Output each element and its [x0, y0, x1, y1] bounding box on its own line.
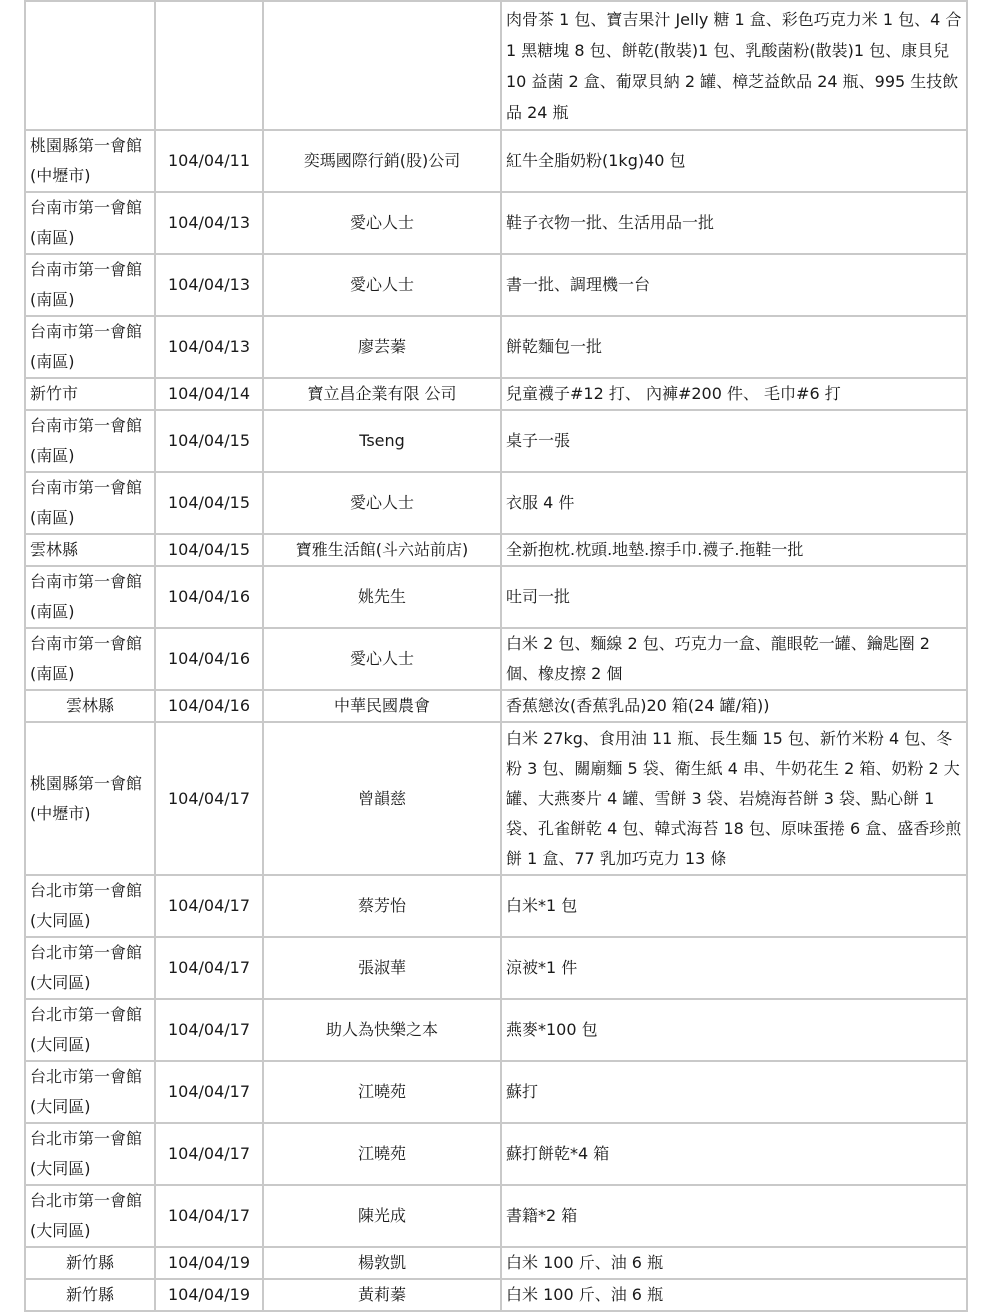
date-cell: 104/04/13 — [155, 316, 263, 378]
table-row — [25, 472, 967, 534]
table-row — [25, 690, 967, 722]
venue-cell: 台北市第一會館(大同區) — [25, 1185, 155, 1247]
items-cell: 蘇打餅乾*4 箱 — [501, 1123, 967, 1185]
venue-cell: 台南市第一會館(南區) — [25, 192, 155, 254]
items-cell: 書一批、調理機一台 — [501, 254, 967, 316]
items-cell: 白米*1 包 — [501, 875, 967, 937]
venue-cell: 台南市第一會館(南區) — [25, 410, 155, 472]
items-cell: 鞋子衣物一批、生活用品一批 — [501, 192, 967, 254]
donor-cell: 張淑華 — [263, 937, 501, 999]
date-cell: 104/04/15 — [155, 534, 263, 566]
donor-cell: 寶立昌企業有限 公司 — [263, 378, 501, 410]
date-cell: 104/04/14 — [155, 378, 263, 410]
date-cell: 104/04/17 — [155, 1061, 263, 1123]
table-row — [25, 1185, 967, 1247]
venue-cell: 台南市第一會館(南區) — [25, 628, 155, 690]
venue-cell: 桃園縣第一會館(中壢市) — [25, 130, 155, 192]
venue-cell: 雲林縣 — [25, 534, 155, 566]
venue-cell: 新竹市 — [25, 378, 155, 410]
table-row — [25, 1247, 967, 1279]
items-cell: 白米 2 包、麵線 2 包、巧克力一盒、龍眼乾一罐、鑰匙圈 2 個、橡皮擦 2 個 — [501, 628, 967, 690]
date-cell: 104/04/16 — [155, 628, 263, 690]
date-cell: 104/04/19 — [155, 1279, 263, 1311]
table-row — [25, 1, 967, 130]
date-cell: 104/04/17 — [155, 722, 263, 875]
donor-cell: 楊敦凱 — [263, 1247, 501, 1279]
items-cell: 燕麥*100 包 — [501, 999, 967, 1061]
table-row — [25, 378, 967, 410]
items-cell: 白米 100 斤、油 6 瓶 — [501, 1247, 967, 1279]
venue-cell: 台北市第一會館(大同區) — [25, 1061, 155, 1123]
date-cell: 104/04/17 — [155, 937, 263, 999]
donor-cell — [263, 1, 501, 130]
donor-cell: 寶雅生活館(斗六站前店) — [263, 534, 501, 566]
donor-cell: 助人為快樂之本 — [263, 999, 501, 1061]
venue-cell: 台北市第一會館(大同區) — [25, 875, 155, 937]
table-row — [25, 722, 967, 875]
table-row — [25, 1061, 967, 1123]
donor-cell: 江曉苑 — [263, 1123, 501, 1185]
donor-cell: 姚先生 — [263, 566, 501, 628]
venue-cell — [25, 1, 155, 130]
donor-cell: 陳光成 — [263, 1185, 501, 1247]
items-cell: 肉骨茶 1 包、寶吉果汁 Jelly 糖 1 盒、彩色巧克力米 1 包、4 合 1 黑糖塊 8 包、餅乾(散裝)1 包、乳酸菌粉(散裝)1 包、康貝兒 10 益菌 2 盒、葡眾貝納 2 罐、樟芝益飲品 24 瓶、995 生技飲品 24 瓶 — [501, 1, 967, 130]
items-cell: 書籍*2 箱 — [501, 1185, 967, 1247]
items-cell: 香蕉戀汝(香蕉乳品)20 箱(24 罐/箱)) — [501, 690, 967, 722]
date-cell — [155, 1, 263, 130]
donor-cell: Tseng — [263, 410, 501, 472]
items-cell: 吐司一批 — [501, 566, 967, 628]
items-cell: 白米 100 斤、油 6 瓶 — [501, 1279, 967, 1311]
items-cell: 白米 27kg、食用油 11 瓶、長生麵 15 包、新竹米粉 4 包、冬粉 3 包、關廟麵 5 袋、衛生紙 4 串、牛奶花生 2 箱、奶粉 2 大罐、大燕麥片 4 罐、雪餅 3 袋、岩燒海苔餅 3 袋、點心餅 1 袋、孔雀餅乾 4 包、韓式海苔 18 包、原味蛋捲 6 盒、盛香珍煎餅 1 盒、77 乳加巧克力 13 條 — [501, 722, 967, 875]
table-row — [25, 192, 967, 254]
table-row — [25, 534, 967, 566]
donor-cell: 愛心人士 — [263, 192, 501, 254]
table-row — [25, 875, 967, 937]
date-cell: 104/04/16 — [155, 566, 263, 628]
venue-cell: 台北市第一會館(大同區) — [25, 999, 155, 1061]
venue-cell: 台北市第一會館(大同區) — [25, 937, 155, 999]
date-cell: 104/04/19 — [155, 1247, 263, 1279]
donor-cell: 奕瑪國際行銷(股)公司 — [263, 130, 501, 192]
donor-cell: 廖芸蓁 — [263, 316, 501, 378]
venue-cell: 台南市第一會館(南區) — [25, 472, 155, 534]
table-row — [25, 999, 967, 1061]
donation-table — [24, 0, 968, 1312]
date-cell: 104/04/17 — [155, 999, 263, 1061]
table-row — [25, 130, 967, 192]
venue-cell: 台南市第一會館(南區) — [25, 316, 155, 378]
venue-cell: 台北市第一會館(大同區) — [25, 1123, 155, 1185]
table-row — [25, 316, 967, 378]
items-cell: 衣服 4 件 — [501, 472, 967, 534]
table-row — [25, 410, 967, 472]
donor-cell: 蔡芳怡 — [263, 875, 501, 937]
items-cell: 蘇打 — [501, 1061, 967, 1123]
items-cell: 餅乾麵包一批 — [501, 316, 967, 378]
date-cell: 104/04/15 — [155, 410, 263, 472]
venue-cell: 新竹縣 — [25, 1247, 155, 1279]
donor-cell: 黃莉蓁 — [263, 1279, 501, 1311]
date-cell: 104/04/17 — [155, 1185, 263, 1247]
donor-cell: 愛心人士 — [263, 254, 501, 316]
venue-cell: 雲林縣 — [25, 690, 155, 722]
date-cell: 104/04/16 — [155, 690, 263, 722]
table-row — [25, 1123, 967, 1185]
date-cell: 104/04/17 — [155, 1123, 263, 1185]
donor-cell: 愛心人士 — [263, 628, 501, 690]
items-cell: 涼被*1 件 — [501, 937, 967, 999]
table-row — [25, 254, 967, 316]
items-cell: 桌子一張 — [501, 410, 967, 472]
date-cell: 104/04/11 — [155, 130, 263, 192]
table-row — [25, 1279, 967, 1311]
items-cell: 紅牛全脂奶粉(1kg)40 包 — [501, 130, 967, 192]
venue-cell: 桃園縣第一會館(中壢市) — [25, 722, 155, 875]
table-row — [25, 628, 967, 690]
items-cell: 兒童襪子#12 打、 內褲#200 件、 毛巾#6 打 — [501, 378, 967, 410]
donor-cell: 中華民國農會 — [263, 690, 501, 722]
date-cell: 104/04/13 — [155, 254, 263, 316]
venue-cell: 台南市第一會館(南區) — [25, 254, 155, 316]
table-row — [25, 566, 967, 628]
table-row — [25, 937, 967, 999]
date-cell: 104/04/15 — [155, 472, 263, 534]
items-cell: 全新抱枕.枕頭.地墊.擦手巾.襪子.拖鞋一批 — [501, 534, 967, 566]
venue-cell: 新竹縣 — [25, 1279, 155, 1311]
date-cell: 104/04/13 — [155, 192, 263, 254]
date-cell: 104/04/17 — [155, 875, 263, 937]
donor-cell: 愛心人士 — [263, 472, 501, 534]
donor-cell: 曾韻慈 — [263, 722, 501, 875]
donor-cell: 江曉苑 — [263, 1061, 501, 1123]
venue-cell: 台南市第一會館(南區) — [25, 566, 155, 628]
